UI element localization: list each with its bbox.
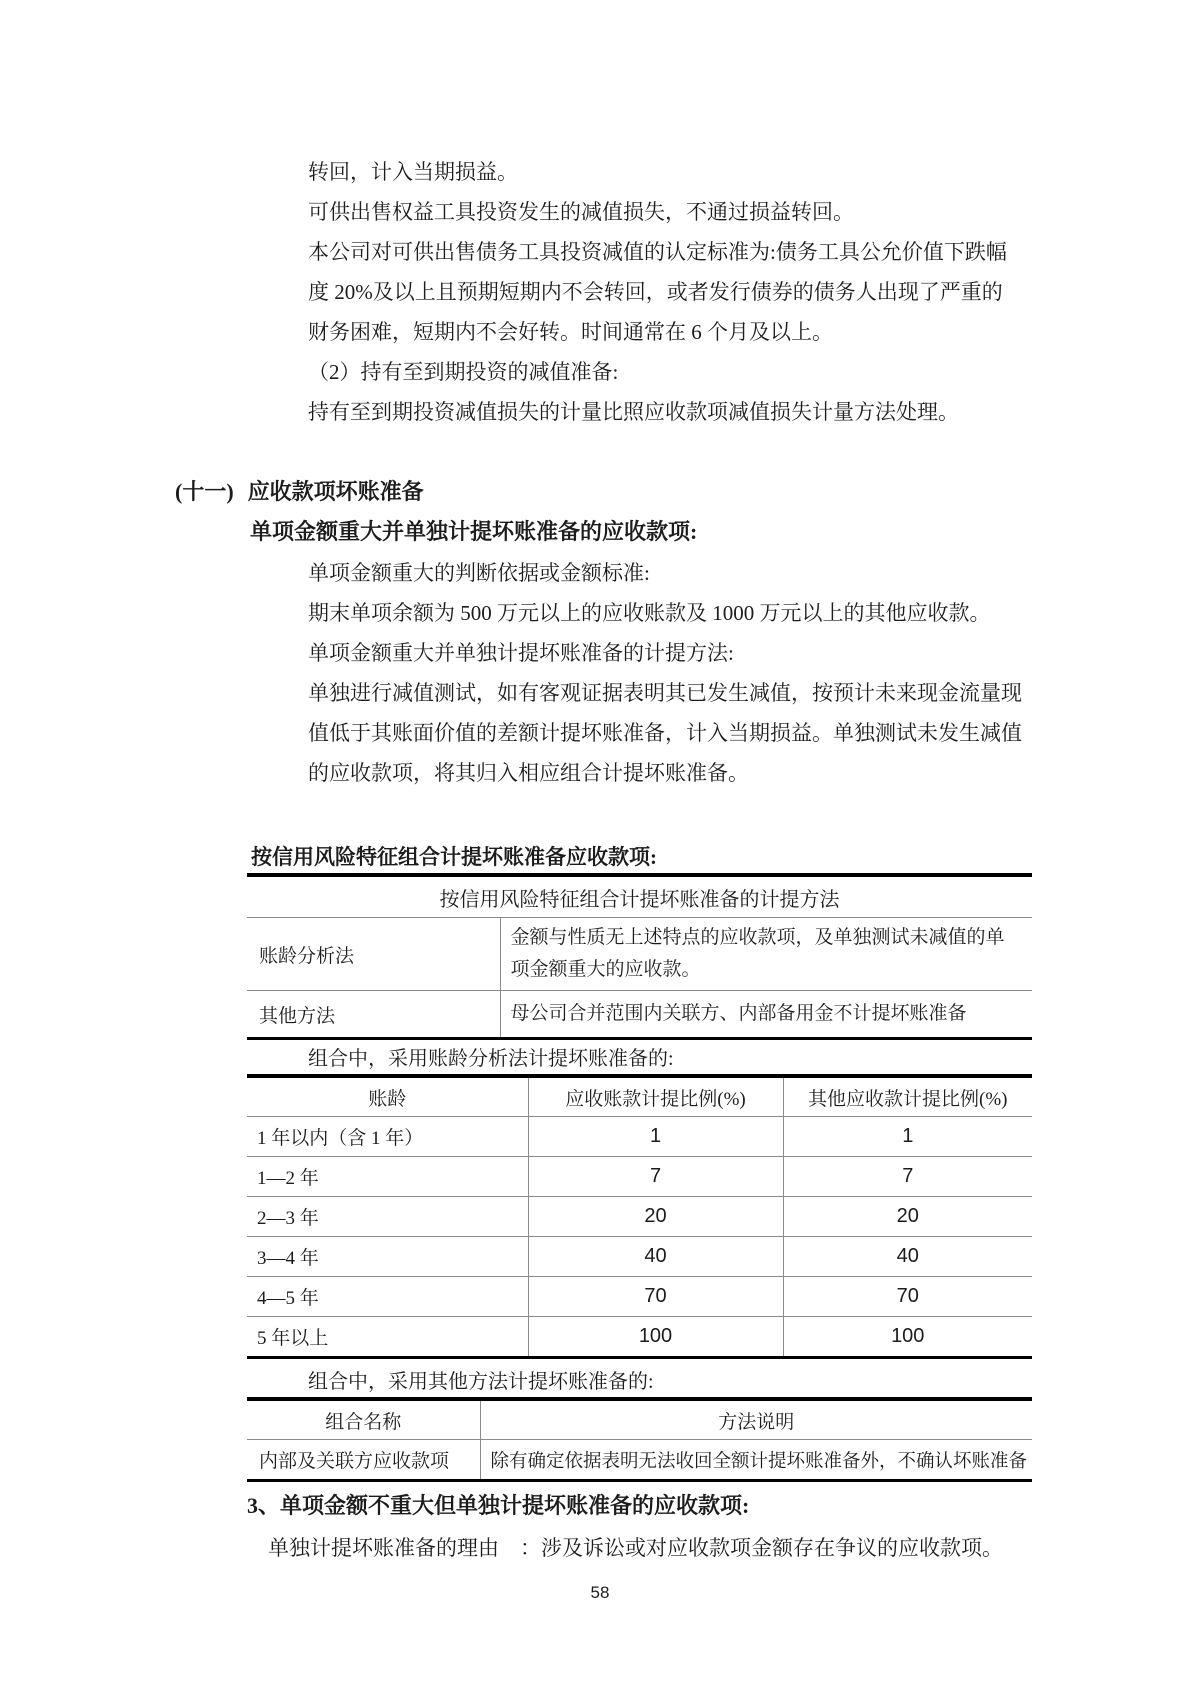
- column-header: 账龄: [368, 1088, 407, 1110]
- text-line: （2）持有至到期投资的减值准备:: [308, 360, 619, 384]
- method-name-cell: 其他方法: [247, 991, 500, 1039]
- text-line: 值低于其账面价值的差额计提坏账准备，计入当期损益。单独测试未发生减值: [308, 721, 1022, 745]
- other-ratio-cell: 70: [783, 1277, 1032, 1317]
- body-paragraph: [308, 553, 1200, 793]
- receivable-ratio-cell: 7: [528, 1157, 783, 1197]
- other-ratio-cell: 7: [783, 1157, 1032, 1197]
- column-header: 应收账款计提比例(%): [528, 1076, 783, 1117]
- page-number: 58: [590, 1583, 610, 1602]
- column-header: 其他应收款计提比例(%): [783, 1076, 1032, 1117]
- table-row: [247, 1317, 1032, 1358]
- text-line: 可供出售权益工具投资发生的减值损失，不通过损益转回。: [308, 200, 854, 224]
- text-line: 度 20%及以上且预期短期内不会转回，或者发行债券的债务人出现了严重的: [308, 280, 1003, 304]
- aging-bucket-cell: 3—4 年: [247, 1237, 528, 1277]
- aging-bucket-cell: 1 年以内（含 1 年）: [247, 1117, 528, 1157]
- section-title: 应收款项坏账准备: [247, 479, 424, 504]
- aging-bucket-cell: 1—2 年: [247, 1157, 528, 1197]
- section-heading: [175, 478, 1200, 506]
- method-desc-cell: 金额与性质无上述特点的应收款项，及单独测试未减值的单项金额重大的应收款。: [500, 918, 1032, 991]
- method-table: [247, 877, 1032, 1040]
- table-caption-row: [247, 877, 1032, 918]
- subsection-heading: 单项金额重大并单独计提坏账准备的应收款项:: [250, 519, 698, 544]
- text-line: 财务困难，短期内不会好转。时间通常在 6 个月及以上。: [308, 320, 833, 344]
- text-line: 转回，计入当期损益。: [308, 160, 518, 184]
- intro-paragraph: [308, 152, 1200, 432]
- table-row: [247, 1157, 1032, 1197]
- text-line: 单项金额重大并单独计提坏账准备的计提方法:: [308, 641, 734, 665]
- table-header-row: [247, 1399, 1032, 1440]
- text-line: 本公司对可供出售债务工具投资减值的认定标准为:债务工具公允价值下跌幅: [308, 240, 1007, 264]
- table-header-row: [247, 1076, 1032, 1117]
- text-line: 持有至到期投资减值损失的计量比照应收款项减值损失计量方法处理。: [308, 400, 959, 424]
- receivable-ratio-cell: 20: [528, 1197, 783, 1237]
- table-row: [247, 1117, 1032, 1157]
- method-description-cell: 除有确定依据表明无法收回全额计提坏账准备外，不确认坏账准备: [480, 1440, 1032, 1481]
- table-row: [247, 918, 1032, 991]
- other-ratio-cell: 40: [783, 1237, 1032, 1277]
- aging-method-label: 组合中，采用账龄分析法计提坏账准备的:: [308, 1048, 674, 1070]
- table-row: [247, 1197, 1032, 1237]
- other-method-label: 组合中，采用其他方法计提坏账准备的:: [308, 1371, 654, 1393]
- item3-reason: 单独计提坏账准备的理由 ：涉及诉讼或对应收款项金额存在争议的应收款项。: [268, 1536, 1003, 1560]
- text-line: 的应收款项，将其归入相应组合计提坏账准备。: [308, 761, 749, 785]
- receivable-ratio-cell: 70: [528, 1277, 783, 1317]
- receivable-ratio-cell: 1: [528, 1117, 783, 1157]
- aging-bucket-cell: 4—5 年: [247, 1277, 528, 1317]
- table-row: [247, 991, 1032, 1039]
- other-ratio-cell: 100: [783, 1317, 1032, 1358]
- other-ratio-cell: 1: [783, 1117, 1032, 1157]
- other-ratio-cell: 20: [783, 1197, 1032, 1237]
- text-line: 期末单项余额为 500 万元以上的应收账款及 1000 万元以上的其他应收款。: [308, 601, 991, 625]
- text-line: 单项金额重大的判断依据或金额标准:: [308, 561, 650, 585]
- table-caption: 按信用风险特征组合计提坏账准备的计提方法: [439, 888, 840, 911]
- credit-risk-heading: 按信用风险特征组合计提坏账准备应收款项:: [247, 843, 1032, 877]
- aging-bucket-cell: 5 年以上: [247, 1317, 528, 1358]
- receivable-ratio-cell: 40: [528, 1237, 783, 1277]
- section-number: (十一): [175, 479, 234, 504]
- other-method-table: [247, 1397, 1032, 1482]
- receivable-ratio-cell: 100: [528, 1317, 783, 1358]
- aging-bucket-cell: 2—3 年: [247, 1197, 528, 1237]
- table-row: [247, 1277, 1032, 1317]
- item3-heading: 3、单项金额不重大但单独计提坏账准备的应收款项:: [247, 1493, 750, 1518]
- aging-table: [247, 1074, 1032, 1359]
- table-row: [247, 1440, 1032, 1481]
- column-header: 组合名称: [325, 1411, 402, 1433]
- text-line: 单独进行减值测试，如有客观证据表明其已发生减值，按预计未来现金流量现: [308, 681, 1022, 705]
- portfolio-name-cell: 内部及关联方应收款项: [247, 1440, 480, 1481]
- method-desc-cell: 母公司合并范围内关联方、内部备用金不计提坏账准备: [500, 991, 1032, 1039]
- method-name-cell: 账龄分析法: [247, 918, 500, 991]
- table-row: [247, 1237, 1032, 1277]
- column-header: 方法说明: [480, 1399, 1032, 1440]
